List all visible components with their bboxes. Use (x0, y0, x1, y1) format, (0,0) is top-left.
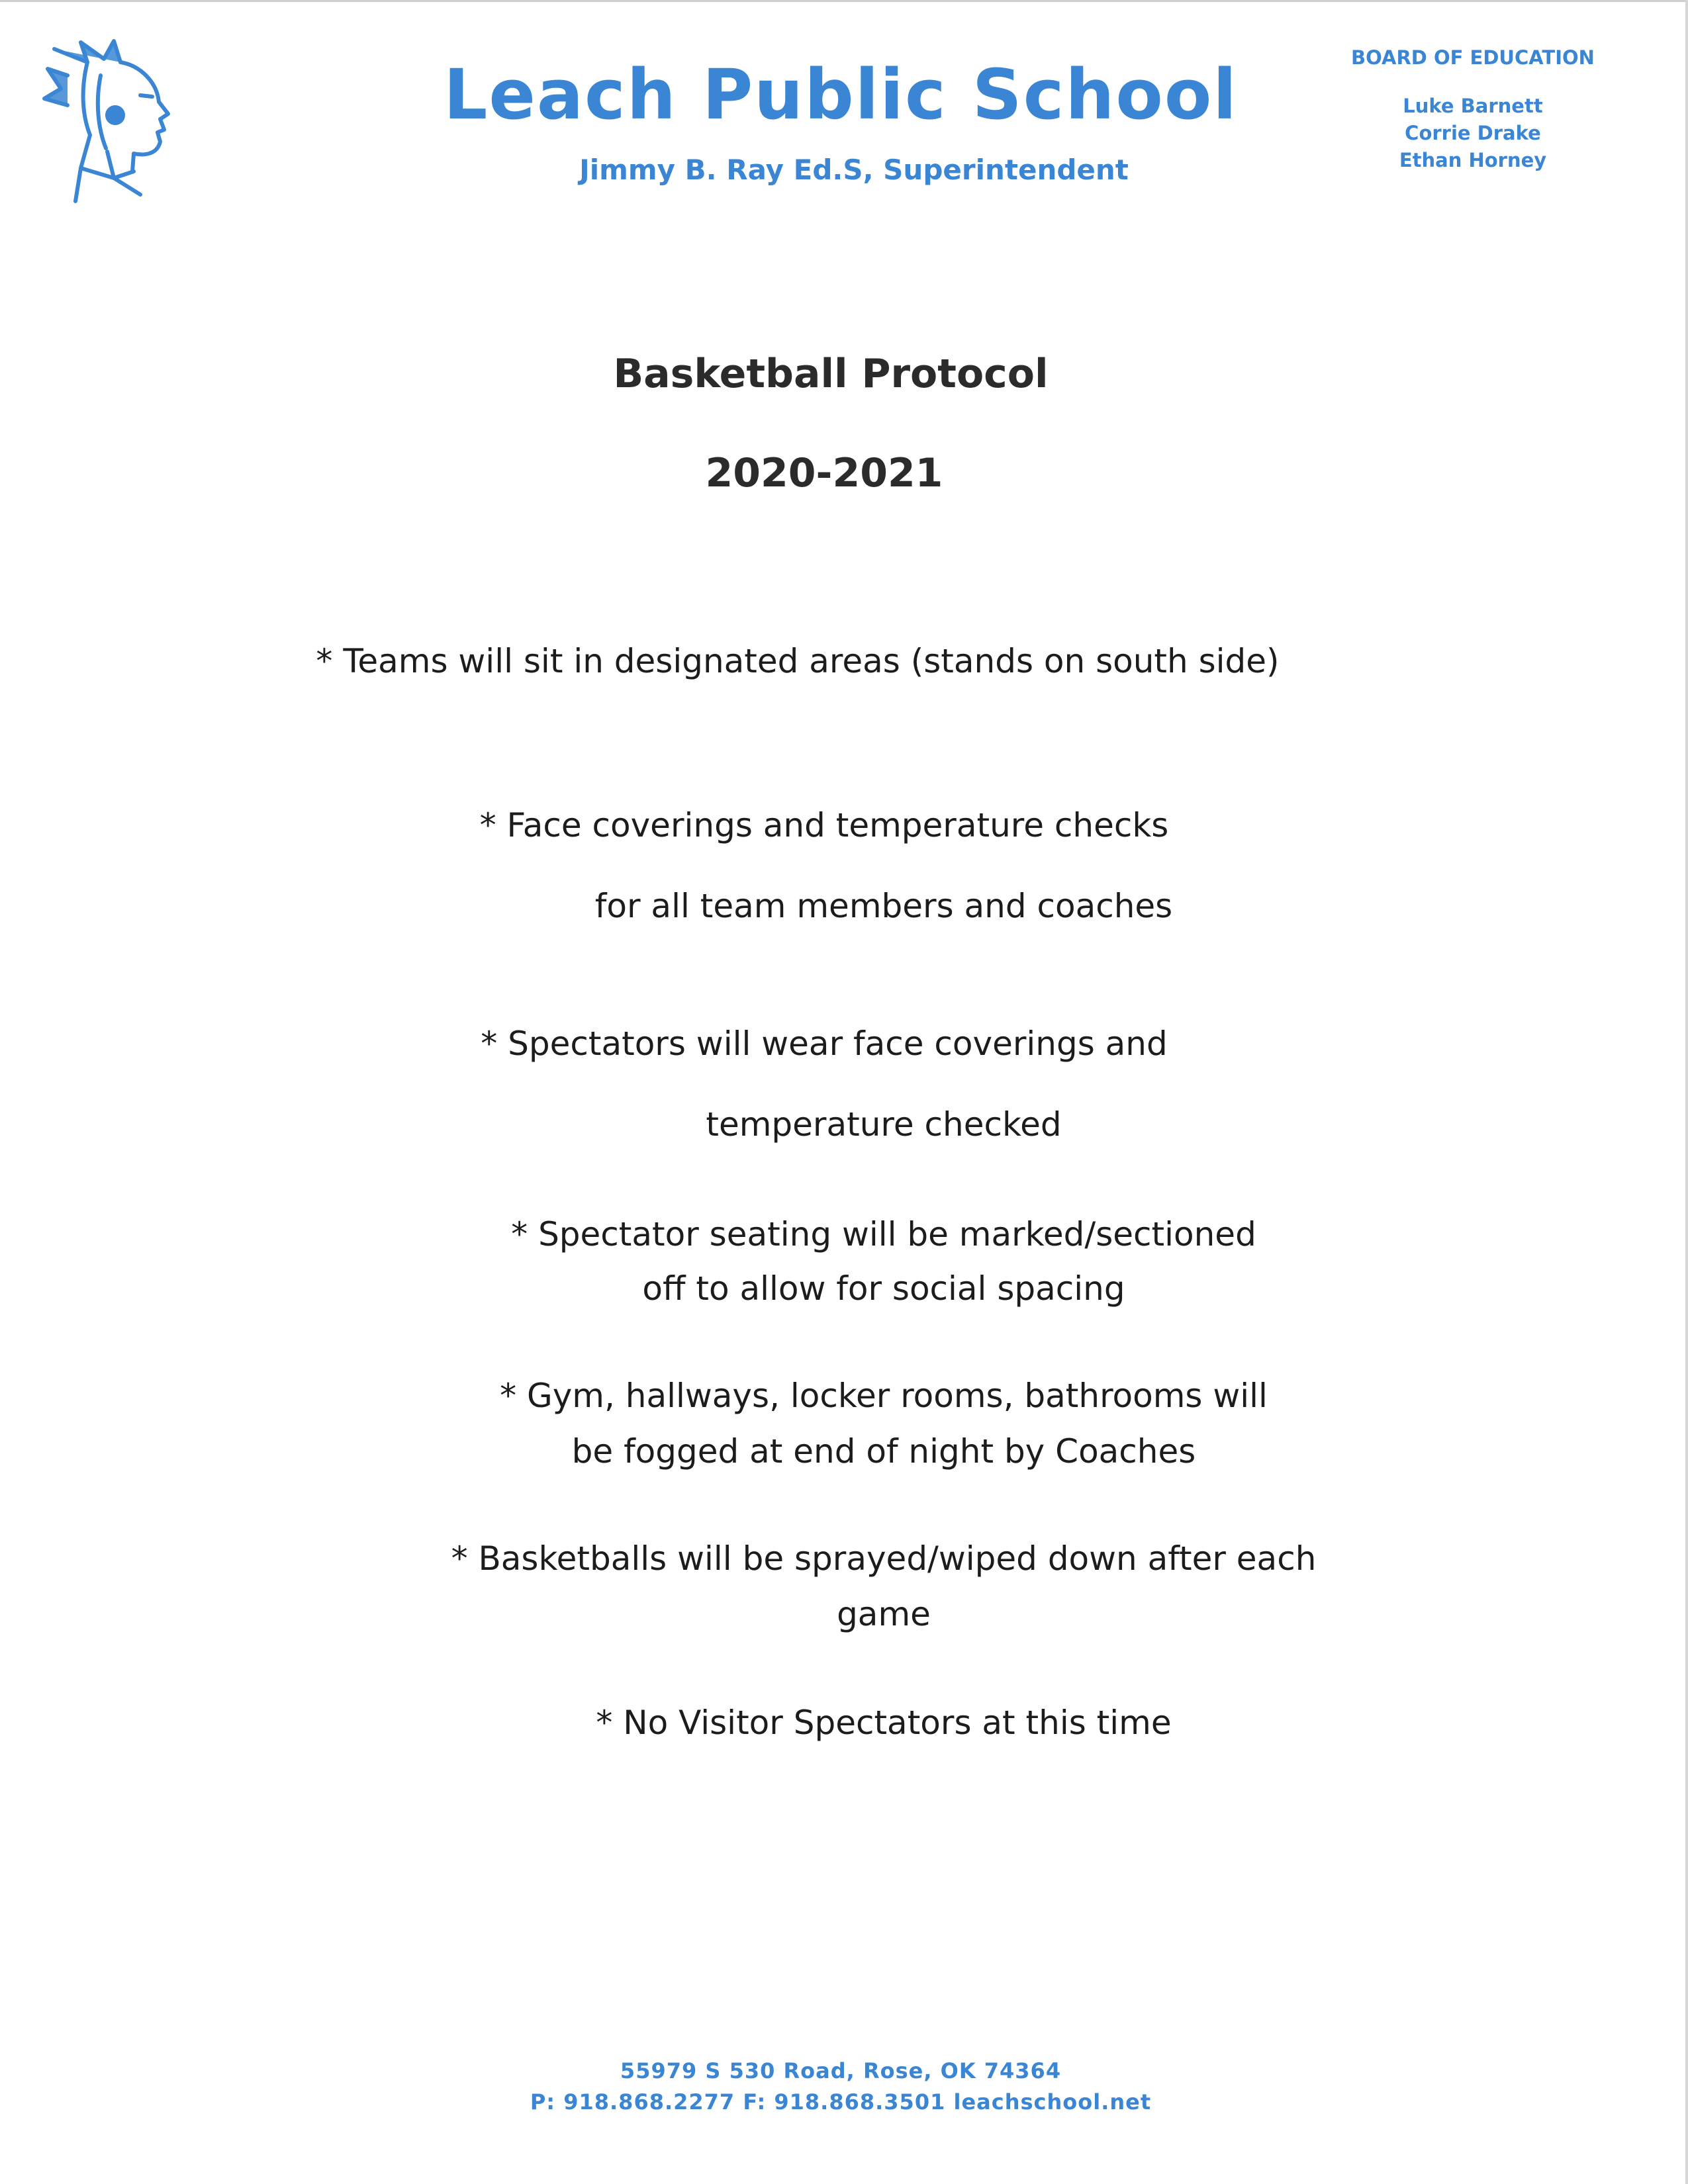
protocol-item-line: off to allow for social spacing (642, 1269, 1125, 1308)
footer-contact: P: 918.868.2277 F: 918.868.3501 leachschool.net (530, 2089, 1152, 2115)
protocol-item-line: * Teams will sit in designated areas (stands on south side) (316, 642, 1280, 680)
school-name: Leach Public School (444, 54, 1238, 135)
protocol-item-line: * Basketballs will be sprayed/wiped down after each (451, 1539, 1317, 1578)
protocol-item-line: * Face coverings and temperature checks (479, 806, 1169, 844)
protocol-item-line: be fogged at end of night by Coaches (571, 1432, 1196, 1471)
superintendent-line: Jimmy B. Ray Ed.S, Superintendent (579, 154, 1129, 186)
protocol-item-line: temperature checked (706, 1105, 1062, 1144)
scan-edge (0, 0, 1688, 2)
board-title: BOARD OF EDUCATION (1351, 46, 1595, 69)
board-of-education (1324, 46, 1622, 174)
board-member: Ethan Horney (1399, 149, 1547, 171)
protocol-item-line: for all team members and coaches (594, 887, 1173, 925)
indian-chief-head-logo-icon (41, 36, 187, 208)
board-member: Luke Barnett (1403, 95, 1543, 117)
footer-address: 55979 S 530 Road, Rose, OK 74364 (620, 2058, 1062, 2083)
protocol-item-line: * Spectators will wear face coverings and (481, 1024, 1168, 1063)
board-member: Corrie Drake (1405, 122, 1541, 144)
scan-edge (1685, 0, 1688, 2184)
document-year: 2020-2021 (705, 450, 943, 496)
protocol-item-line: * Gym, hallways, locker rooms, bathrooms will (500, 1377, 1268, 1415)
protocol-item-line: * No Visitor Spectators at this time (596, 1704, 1172, 1742)
document-title: Basketball Protocol (613, 351, 1049, 397)
protocol-item-line: game (837, 1595, 931, 1633)
protocol-item-line: * Spectator seating will be marked/sectioned (511, 1215, 1256, 1253)
